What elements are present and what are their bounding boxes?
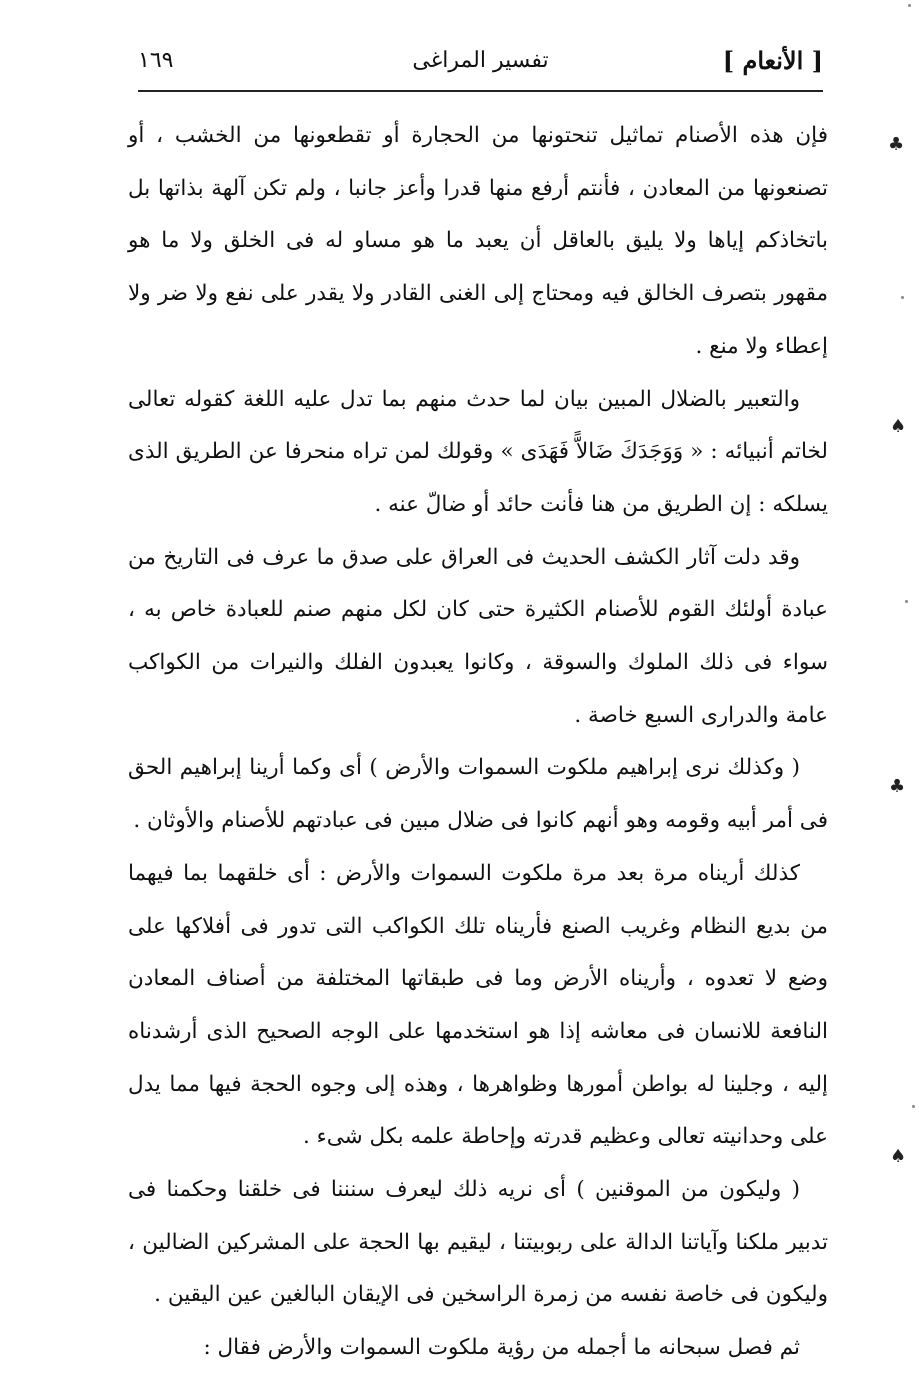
margin-speck [901, 296, 904, 299]
page-number: ١٦٩ [138, 48, 174, 73]
surah-name: [ الأنعام ] [722, 46, 823, 75]
paragraph: كذلك أريناه مرة بعد مرة ملكوت السموات والأرض : أى خلقهما بما فيهما من بديع النظام وغريب الصنع فأريناه تلك الكواكب التى تدور فى أفلاكها على وضع لا تعدوه ، وأريناه الأرض وما فى طبقاتها المختلفة من أصناف المعادن النافعة للانسان فى معاشه إذا هو استخدمها على الوجه الصحيح الذى أرشدناه إليه ، وجلينا له بواطن أمورها وظواهرها ، وهذه إلى وجوه الحجة فيها مما يدل على وحدانيته تعالى وعظيم قدرته وإحاطة علمه بكل شىء . [128, 860, 828, 1150]
paragraph: ( وليكون من الموقنين ) أى نريه ذلك ليعرف سنننا فى خلقنا وحكمنا فى تدبير ملكنا وآياتنا الدالة على ربوبيتنا ، ليقيم بها الحجة على المشركين الضالين ، وليكون فى خاصة نفسه من زمرة الراسخين فى الإيقان البالغين عين اليقين . [128, 1177, 828, 1308]
margin-mark: ♣ [888, 134, 905, 155]
paragraph: ( وكذلك نرى إبراهيم ملكوت السموات والأرض ) أى وكما أرينا إبراهيم الحق فى أمر أبيه وقومه وهو أنهم كانوا فى ضلال مبين فى عبادتهم للأصنام والأوثان . [128, 755, 828, 834]
header-rule [138, 90, 823, 92]
margin-mark: ♠ [890, 1146, 907, 1167]
paragraph: والتعبير بالضلال المبين بيان لما حدث منهم بما تدل عليه اللغة كقوله تعالى لخاتم أنبيائه : « وَوَجَدَكَ ضَالاًّ فَهَدَى » وقولك لمن تراه منحرفا عن الطريق الذى يسلكه : إن الطريق من هنا فأنت حائد أو ضالّ عنه . [128, 386, 828, 517]
paragraph: وقد دلت آثار الكشف الحديث فى العراق على صدق ما عرف فى التاريخ من عبادة أولئك القوم للأصنام الكثيرة حتى كان لكل منهم صنم للعبادة خاص به ، سواء فى ذلك الملوك والسوقة ، وكانوا يعبدون الفلك والنيرات من الكواكب عامة والدرارى السبع خاصة . [128, 544, 828, 728]
book-title: تفسير المراغى [412, 48, 549, 73]
page-header [138, 42, 823, 88]
margin-speck [912, 1105, 915, 1108]
margin-mark: ♠ [890, 416, 907, 437]
margin-mark: ♣ [889, 776, 906, 797]
margin-speck [905, 600, 908, 603]
body-text [128, 110, 828, 1375]
margin-speck [908, 4, 911, 7]
paragraph: فإن هذه الأصنام تماثيل تنحتونها من الحجارة أو تقطعونها من الخشب ، أو تصنعونها من المعادن ، فأنتم أرفع منها قدرا وأعز جانبا ، ولم تكن آلهة بذاتها بل باتخاذكم إياها ولا يليق بالعاقل أن يعبد ما هو مساو له فى الخلق ولا ما هو مقهور بتصرف الخالق فيه ومحتاج إلى الغنى القادر ولا يقدر على نفع ولا ضر ولا إعطاء ولا منع . [128, 123, 829, 359]
paragraph: ثم فصل سبحانه ما أجمله من رؤية ملكوت السموات والأرض فقال : [203, 1335, 800, 1361]
